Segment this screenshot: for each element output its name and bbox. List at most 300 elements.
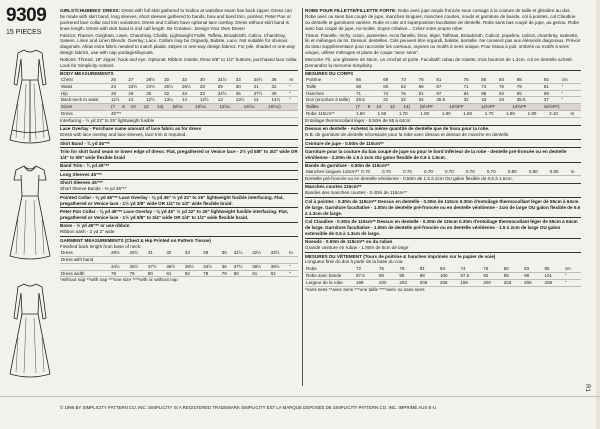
table-cell: 23½ bbox=[127, 83, 145, 90]
table-cell: 24½ bbox=[145, 83, 163, 90]
table-row bbox=[305, 97, 581, 104]
table-cell: Robe 115cm** bbox=[305, 111, 355, 117]
fold-line bbox=[0, 396, 600, 397]
table-cell: 67 bbox=[435, 83, 462, 90]
table-cell: 1.70 bbox=[484, 111, 505, 117]
left-band bbox=[0, 0, 58, 429]
table-cell: 66 bbox=[355, 77, 382, 83]
table-cell: m bbox=[570, 111, 581, 117]
table-cell: 31½ bbox=[233, 250, 251, 256]
table-cell: 0.80 bbox=[507, 169, 528, 175]
table-cell: 71 bbox=[355, 90, 382, 97]
table-cell: " bbox=[288, 263, 298, 270]
french-bandes-manches: Bandes des manches courtes - 0.40m de 115cm** bbox=[305, 190, 408, 196]
english-short-bands: Short Sleeve Bands - ⅜ yd 45"** bbox=[60, 186, 127, 192]
table-cell: 11½ bbox=[110, 97, 127, 104]
table-cell: 29 bbox=[202, 250, 220, 256]
table-cell bbox=[239, 111, 251, 117]
table-cell: 39½ bbox=[184, 263, 202, 270]
table-cell: Robe bbox=[305, 266, 355, 272]
table-cell bbox=[286, 111, 298, 117]
table-cell: 90 bbox=[378, 273, 398, 280]
table-cell: 87.5 bbox=[355, 273, 378, 280]
table-cell: 16½c) bbox=[267, 104, 294, 110]
french-ceinture-ruban: Grande ceinture en ruban - 1.90m de 5cm de large bbox=[305, 245, 409, 251]
table-cell: Dress width bbox=[60, 270, 110, 277]
french-col-claudine: Col Claudine - 0.30m de 115cm** Dessus en dentelle - 0.30m de 115cm 0.30m d'entoilage thermocollant léger de 55cm à 64cm de large. Garniture facultative - 1.00m de dentelle pré-froncée ou en dentelle vénitienne - 1.5 à 2cm de large OU galon extensible de 0.6 à 1.3cm de large. bbox=[305, 217, 581, 236]
table-cell: 76 bbox=[482, 266, 502, 272]
table-cell: 33 bbox=[199, 90, 217, 97]
table-cell: 203 bbox=[398, 279, 418, 286]
table-cell bbox=[165, 257, 183, 264]
table-cell: 95 bbox=[516, 90, 543, 97]
table-cell: Dress with band bbox=[60, 257, 110, 264]
table-cell: cm bbox=[564, 266, 581, 272]
table-row bbox=[60, 263, 298, 270]
table-cell: 203 bbox=[503, 279, 523, 286]
table-cell bbox=[251, 111, 263, 117]
table-cell: 32 bbox=[165, 250, 183, 256]
table-cell: 13¼ bbox=[163, 97, 181, 104]
table-cell: 101 bbox=[543, 273, 563, 280]
table-cell: 34½ bbox=[253, 77, 271, 83]
table-cell: 88 bbox=[516, 77, 543, 83]
table-cell: 88 bbox=[480, 90, 498, 97]
french-manches-longues-row bbox=[305, 169, 581, 176]
table-cell: " bbox=[561, 83, 581, 90]
table-cell: 74 bbox=[480, 83, 498, 90]
table-cell: 206 bbox=[419, 279, 439, 286]
english-lace-note: Dress with lace overlay and lace sleeves, lace trim is required. bbox=[60, 132, 187, 138]
table-cell: 92 bbox=[543, 77, 561, 83]
table-cell: 29.5 bbox=[355, 97, 382, 104]
table-cell: 32½ bbox=[251, 250, 269, 256]
table-cell: 78 bbox=[202, 270, 220, 277]
table-cell: 72 bbox=[355, 266, 378, 272]
english-interfacing: Interfacing - ½ yd 22" to 25" lightweight fusible bbox=[60, 117, 155, 123]
table-cell: 79 bbox=[516, 83, 543, 90]
table-cell: 14 bbox=[181, 97, 199, 104]
english-intro: Dress with full skirt gathered to bodice at waistline seam has back zipper. Dress can be made with skirt band, long sleeves, short sleeves gathered to bands, bow and band trim, pointed, Peter Pan or puckered lace collar and trim variations. Dress and Collars have optional lace overlay. Dress without skirt band is knee length. Dress with skirt band is mid calf length. Be Creative...Design Your Own Dress! bbox=[60, 8, 292, 31]
table-cell bbox=[577, 104, 581, 110]
english-ribbon-sash: Ribbon sash - 2 yd 2" wide bbox=[60, 229, 115, 235]
table-cell: Waist bbox=[60, 83, 110, 90]
table-cell bbox=[270, 257, 288, 264]
table-cell: 13½ bbox=[235, 97, 253, 104]
table-cell: 14) bbox=[156, 104, 172, 110]
table-cell: 80 bbox=[233, 270, 251, 277]
table-row bbox=[305, 83, 581, 90]
table-cell: (8½FF bbox=[419, 104, 449, 110]
table-cell: 12½FF bbox=[480, 104, 511, 110]
table-cell: 80 bbox=[503, 266, 523, 272]
table-cell bbox=[216, 111, 228, 117]
table-cell: " bbox=[288, 270, 298, 277]
table-cell: 32 bbox=[400, 97, 418, 104]
table-cell: 12½c bbox=[218, 104, 242, 110]
table-cell bbox=[294, 104, 298, 110]
table-cell: Dress bbox=[60, 250, 110, 256]
table-cell: 208 bbox=[439, 279, 459, 286]
table-cell bbox=[263, 111, 275, 117]
table-cell: 1.60 bbox=[462, 111, 483, 117]
table-cell: 87 bbox=[435, 90, 462, 97]
table-cell: 81 bbox=[418, 90, 436, 97]
french-garniture-2: Dentelle pré-froncée ou en dentelle vénitienne - 0.50m de 1.5 à 2cm OU galon flexible de 0.6 à 1.5cm. bbox=[305, 175, 513, 181]
table-cell: 30 bbox=[163, 77, 181, 83]
english-column bbox=[60, 8, 298, 388]
table-cell: 26 bbox=[110, 77, 127, 83]
french-col-pointes: Col à pointes - 0.30m de 115cm** Dessus en dentelle - 0.30m de 115cm 0.30m d'entoilage thermocollant léger de 55cm à 64cm de large. Garniture facultative - 1.00m de dentelle pré-froncée ou en dentelle vénitienne - 1cm de large OU galon flexible de 0.6 à 1.3cm de large. bbox=[305, 198, 581, 216]
english-title: GIRLS'/CHUBBIES' DRESS: bbox=[60, 8, 121, 13]
table-cell: 14½FF bbox=[511, 104, 542, 110]
table-cell bbox=[202, 257, 220, 264]
table-cell: 28 bbox=[110, 90, 127, 97]
table-cell bbox=[221, 257, 233, 264]
table-cell: m bbox=[570, 169, 581, 175]
table-cell: 81 bbox=[165, 270, 183, 277]
table-cell: 208 bbox=[543, 279, 563, 286]
table-cell: 81 bbox=[435, 77, 462, 83]
pattern-number: 9309 bbox=[6, 5, 47, 26]
table-cell: 1.80 bbox=[505, 111, 526, 117]
table-cell: 81 bbox=[543, 83, 561, 90]
table-cell: 14½ bbox=[270, 97, 288, 104]
table-cell: 28½ bbox=[110, 250, 128, 256]
french-noeuds: Noeuds - 0.50m de 115cm** ou du ruban bbox=[305, 238, 581, 245]
table-cell: 81 bbox=[251, 270, 269, 277]
table-cell: 39 bbox=[270, 90, 288, 97]
table-cell: 80 bbox=[147, 270, 165, 277]
table-cell: 0.80 bbox=[549, 169, 570, 175]
table-cell: 37½ bbox=[147, 263, 165, 270]
table-cell bbox=[147, 257, 165, 264]
french-dessus-note: N.B. de garniture de dentelle nécessaire pour la robe avec dessus et dessus de manche en dentelle. bbox=[305, 132, 510, 138]
table-cell: 33 bbox=[480, 97, 498, 104]
table-cell: 38½ bbox=[251, 263, 269, 270]
table-cell: 198 bbox=[459, 279, 482, 286]
english-dress-row bbox=[60, 111, 298, 118]
table-cell: 1.60 bbox=[376, 111, 397, 117]
table-cell: 12 bbox=[143, 104, 156, 110]
envelope-edge bbox=[596, 0, 600, 429]
french-tissus: Tissus: Flanelle, Vichy, coton, pontentee, ecos flanelle, linon, léger, Taffetas, Broadcloth, Calicot, popeline, calicot, chambray, satinette, lin et mélanges de lin. Dessus: dentelles. Cols peuvent être organdi, batiste, dentelle. Ne convient pas aux éléments diagonaux. Prévoir du tissu supplémentaire pour raccorder les carreaux, rayures ou motifs à sens unique. Pour tissus à poil, ombrés ou motifs à sens unique, utiliser métrages et plans de coupe "avec sens". bbox=[305, 32, 581, 56]
table-cell: 29½ bbox=[128, 250, 146, 256]
table-cell: 60 bbox=[382, 83, 400, 90]
table-cell: In bbox=[288, 250, 298, 256]
table-row bbox=[60, 111, 298, 117]
table-cell: 8 bbox=[121, 104, 129, 110]
french-manches-courtes: Manches courtes 115cm** bbox=[305, 183, 581, 190]
table-cell: 28 bbox=[199, 83, 217, 90]
english-pointed-collar: Pointed Collar - ⅜ yd 45"** Lace Overlay - ⅜ yd 45" ½ yd 22" to 25" lightweight fusible interfacing. Flat, pregathered or Venice lace - 1½ yd 3/8" wide OR 1/4" to 1/2" wide flexible braid. bbox=[60, 193, 298, 206]
table-row bbox=[305, 111, 581, 117]
side-mark: R1 bbox=[583, 384, 590, 392]
table-cell bbox=[128, 257, 146, 264]
table-cell: " bbox=[561, 97, 581, 104]
table-cell: 35½ bbox=[128, 263, 146, 270]
table-cell: 81 bbox=[419, 266, 439, 272]
table-cell: (7 bbox=[355, 104, 367, 110]
table-cell: 29 bbox=[217, 83, 235, 90]
table-cell: 39½ bbox=[270, 263, 288, 270]
table-cell: 32 bbox=[163, 90, 181, 97]
table-cell: Dos (encolure à taille) bbox=[305, 97, 355, 104]
table-cell: 14½c bbox=[243, 104, 267, 110]
table-cell: 76 bbox=[400, 90, 418, 97]
table-cell: Chest bbox=[60, 77, 110, 83]
table-cell: 84 bbox=[463, 90, 481, 97]
english-peter-pan-collar: Peter Pan Collar - ⅜ yd 45"** Lace Overlay - ⅜ yd 45" ½ yd 22" to 25" lightweight fusible interfacing. Flat, pregathered or Venice lace - 1½ yd 5/8" to 3/4" wide OR 1/4" to 1/2" wide flexible braid. bbox=[60, 207, 298, 220]
table-cell: 30 bbox=[199, 77, 217, 83]
table-cell: (8½c bbox=[172, 104, 194, 110]
table-cell: 23 bbox=[110, 83, 127, 90]
table-cell: 10 bbox=[130, 104, 143, 110]
table-cell: 34½ bbox=[110, 263, 128, 270]
copyright-footer: © 1998 BY SIMPLICITY PATTERN CO. INC. SIMPLICITY IS A REGISTERED TRADEMARK SIMPLICITY EST LA MARQUE DEPOSÉE DE SIMPLICITY PATTERN CO. INC. IMPRIMÉ AUX E-U bbox=[60, 405, 437, 410]
table-cell bbox=[184, 257, 202, 264]
table-cell: 38½ bbox=[165, 263, 183, 270]
french-garniture-1: Garniture pour la couture du bas coupé de jupe ou pour le bord inférieur de la robe - dentelle pré-froncée ou en dentelle vénitienne - 2.20m de 1.5 à 2cm OU galon flexible de 0.6 à 1.5cm. bbox=[305, 147, 581, 160]
table-cell: Sizes bbox=[60, 104, 110, 110]
french-longueur: Longueur finie du dos à partir de la base du cou: bbox=[305, 259, 404, 265]
table-cell: 76 bbox=[418, 77, 436, 83]
table-cell: 92 bbox=[482, 273, 502, 280]
table-cell: Largeur de la robe bbox=[305, 279, 355, 286]
table-cell: 198 bbox=[355, 279, 378, 286]
table-cell: 1.90 bbox=[527, 111, 548, 117]
table-cell: " bbox=[288, 90, 298, 97]
table-cell: 0.70 bbox=[465, 169, 486, 175]
table-cell: 200 bbox=[482, 279, 502, 286]
table-cell: Back-neck to waist bbox=[60, 97, 110, 104]
table-cell: In bbox=[288, 77, 298, 83]
french-nap-note: *sans sens **avec sens ***une taille ****avec ou sans sens bbox=[305, 286, 425, 292]
table-row bbox=[60, 257, 298, 264]
table-cell: 31½ bbox=[217, 77, 235, 83]
piece-count: 15 PIECES bbox=[6, 29, 42, 36]
english-garment-measurements-header: GARMENT MEASUREMENTS (Chest & Hip Printed on Pattern Tissue) bbox=[60, 236, 298, 243]
table-cell: 200 bbox=[378, 279, 398, 286]
french-entoilage: Entoilage thermocollant léger - 0.50m de 55 à 64cm bbox=[305, 117, 411, 123]
table-cell: 84 bbox=[498, 77, 516, 83]
english-bows: Bows - ½ yd 45"** or use ribbon bbox=[60, 222, 298, 229]
table-cell: 10 bbox=[375, 104, 389, 110]
table-cell bbox=[251, 257, 269, 264]
table-cell: 0.70 bbox=[444, 169, 465, 175]
table-cell bbox=[204, 111, 216, 117]
table-cell: 98 bbox=[419, 273, 439, 280]
table-cell: 62 bbox=[400, 83, 418, 90]
table-cell: " bbox=[288, 97, 298, 104]
table-cell: 79 bbox=[398, 266, 418, 272]
table-cell: 12½ bbox=[199, 97, 217, 104]
table-cell: 36 bbox=[270, 77, 288, 83]
table-cell: 14) bbox=[402, 104, 418, 110]
table-cell: (7 bbox=[110, 104, 121, 110]
table-cell: 37½ bbox=[253, 90, 271, 97]
table-cell: 1.60 bbox=[355, 111, 376, 117]
table-cell: 28½ bbox=[145, 77, 163, 83]
table-cell: 74 bbox=[459, 266, 482, 272]
french-garment-measurements-header: MESURES DU VÊTEMENT (Tours de poitrine & hanches imprimés sur le papier de soie) bbox=[305, 252, 581, 259]
french-mercerie: Mercerie: Fil, une glissière de 45cm, un crochet et porte. Facultatif: ruban de rosette, trois boutons de 1.3cm, col en dentelle acheté. Demandez la mercerie Simplicity. bbox=[305, 57, 574, 68]
table-cell: 1.70 bbox=[398, 111, 419, 117]
table-cell bbox=[193, 111, 205, 117]
table-cell: 33 bbox=[235, 77, 253, 83]
table-cell: 58 bbox=[355, 83, 382, 90]
table-cell: 76 bbox=[463, 77, 481, 83]
table-cell: 33 bbox=[184, 250, 202, 256]
table-cell: 34½ bbox=[202, 263, 220, 270]
table-cell: 36 bbox=[235, 90, 253, 97]
table-cell: 79 bbox=[221, 270, 233, 277]
table-cell: 87.5 bbox=[459, 273, 482, 280]
dress-sketch-long-sleeve-icon bbox=[4, 44, 56, 152]
table-cell: 27 bbox=[127, 77, 145, 83]
table-cell: 1.90 bbox=[441, 111, 462, 117]
table-cell: 16½FF) bbox=[543, 104, 577, 110]
table-cell: 33½ bbox=[270, 250, 288, 256]
english-body-measurements-table bbox=[60, 77, 298, 104]
french-bande-garniture: Bande de garniture - 0.50m de 115cm** bbox=[305, 162, 581, 169]
table-row bbox=[60, 97, 298, 104]
sizes-row bbox=[305, 104, 581, 110]
table-cell: 26½ bbox=[181, 83, 199, 90]
table-cell: 30 bbox=[145, 90, 163, 97]
table-cell: 74 bbox=[382, 90, 400, 97]
table-cell: 32 bbox=[270, 83, 288, 90]
french-body-measurements-table bbox=[305, 77, 581, 104]
table-cell: " bbox=[564, 273, 581, 280]
table-cell: 1.80 bbox=[419, 111, 440, 117]
table-cell: 83 bbox=[523, 266, 543, 272]
table-cell: " bbox=[564, 279, 581, 286]
table-row bbox=[305, 169, 581, 175]
table-cell: 10½FF bbox=[448, 104, 479, 110]
english-fabrics: Fabrics: Flannel, Gingham, Lawn, Chambray, Challis, Lightweight Faille, Taffeta, Broadcloth, Calico. Chambray, Sateen. Linen and Linen Blends. Overlay: Lace. Collars may be Organdy, Batiste, Lace. Not suitable for obvious diagonals. Allow extra fabric needed to match plaids, stripes or one-way design fabrics. For pile, shaded or one-way design fabrics, use with nap yardages/layouts. bbox=[60, 32, 295, 56]
table-cell: 82 bbox=[184, 270, 202, 277]
table-cell: 45"** bbox=[110, 111, 181, 117]
table-cell: 0.70 bbox=[402, 169, 423, 175]
french-column bbox=[305, 8, 581, 388]
table-cell: 206 bbox=[523, 279, 543, 286]
table-cell: 84 bbox=[439, 266, 459, 272]
table-cell: 0.70 bbox=[486, 169, 507, 175]
table-cell: 35.5 bbox=[435, 97, 462, 104]
table-cell: 12½ bbox=[145, 97, 163, 104]
table-cell: 0.70 bbox=[423, 169, 444, 175]
table-cell: 13 bbox=[217, 97, 235, 104]
table-cell: 95 bbox=[398, 273, 418, 280]
table-cell: 78 bbox=[110, 270, 128, 277]
table-cell: 31 bbox=[253, 83, 271, 90]
table-cell: Dress bbox=[60, 111, 110, 117]
table-cell: 79 bbox=[128, 270, 146, 277]
table-cell: 82 bbox=[270, 270, 288, 277]
table-cell: 75 bbox=[378, 266, 398, 272]
table-cell: 0.70 bbox=[360, 169, 381, 175]
table-cell bbox=[110, 257, 128, 264]
table-row bbox=[60, 270, 298, 277]
table-cell: 31 bbox=[147, 250, 165, 256]
table-cell: 100 bbox=[439, 273, 459, 280]
english-body-measurements-header: BODY MEASUREMENTS bbox=[60, 70, 298, 77]
table-cell bbox=[228, 111, 240, 117]
table-cell: 65 bbox=[418, 83, 436, 90]
table-cell: " bbox=[561, 90, 581, 97]
table-row bbox=[305, 273, 581, 280]
table-cell: 76 bbox=[498, 83, 516, 90]
sizes-row bbox=[60, 104, 298, 110]
table-row bbox=[305, 279, 581, 286]
table-cell bbox=[233, 257, 251, 264]
table-cell: 2.10 bbox=[548, 111, 569, 117]
french-robe-row bbox=[305, 111, 581, 118]
table-cell: 36 bbox=[221, 263, 233, 270]
table-cell: 34 bbox=[498, 97, 516, 104]
table-cell: 69 bbox=[382, 77, 400, 83]
column-divider bbox=[302, 8, 303, 386]
table-cell: Taille bbox=[305, 83, 355, 90]
table-cell: 10½c bbox=[194, 104, 218, 110]
table-cell: Hip bbox=[60, 90, 110, 97]
table-cell: Robe avec bande bbox=[305, 273, 355, 280]
table-cell: 98 bbox=[523, 273, 543, 280]
english-sizes-row bbox=[60, 104, 298, 111]
dress-sketch-short-sleeve-icon bbox=[4, 160, 56, 268]
table-cell: 30 bbox=[221, 250, 233, 256]
table-cell: Hanches bbox=[305, 90, 355, 97]
english-garment-table bbox=[60, 250, 298, 277]
table-cell: 31 bbox=[382, 97, 400, 104]
table-cell bbox=[60, 263, 110, 270]
french-ceinture: Ceinture de jupe - 0.50m de 115cm** bbox=[305, 139, 581, 146]
table-cell: Poitrine bbox=[305, 77, 355, 83]
table-cell: 80 bbox=[480, 77, 498, 83]
table-cell bbox=[275, 111, 287, 117]
table-cell: 37 bbox=[543, 97, 561, 104]
table-cell: 85 bbox=[543, 266, 563, 272]
table-cell: 0.70 bbox=[381, 169, 402, 175]
table-cell: 34 bbox=[181, 90, 199, 97]
table-cell: 34 bbox=[418, 97, 436, 104]
table-cell: 73 bbox=[400, 77, 418, 83]
table-cell bbox=[181, 111, 193, 117]
table-cell: 95 bbox=[503, 273, 523, 280]
table-cell: 12 bbox=[389, 104, 403, 110]
english-nap-note: *without nap **with nap ***one size ****with or without nap bbox=[60, 277, 178, 283]
table-cell: 0.80 bbox=[528, 169, 549, 175]
table-cell: Tailles bbox=[305, 104, 355, 110]
dress-sketch-lace-icon bbox=[4, 278, 56, 386]
english-short-sleeves: Short Sleeves 45"** bbox=[60, 179, 298, 186]
table-cell: 12 bbox=[127, 97, 145, 104]
english-band-trim: Band Trim - ¾ yd 45"** bbox=[60, 162, 298, 169]
french-sizes-row bbox=[305, 104, 581, 111]
english-skirt-band: Skirt Band - ¾ yd 45"** bbox=[60, 139, 298, 146]
table-cell: 25½ bbox=[163, 83, 181, 90]
table-cell: 8 bbox=[367, 104, 376, 110]
english-trim-skirt-band: Trim for skirt band seam or lower edge of dress: Flat, pregathered or Venice lace - 2½ yd 5/8" to 3/4" wide OR 1/4" to 5/8" wide flexible braid bbox=[60, 149, 298, 160]
french-title: ROBE POUR FILLETTE/FILLETTE FORTE: bbox=[305, 8, 397, 13]
table-cell: " bbox=[288, 83, 298, 90]
english-long-sleeves: Long Sleeves 45"** bbox=[60, 170, 298, 177]
table-row bbox=[60, 83, 298, 90]
english-lace-overlay: Lace Overlay - Purchase same amount of lace fabric as for dress bbox=[60, 125, 298, 132]
table-cell: 29 bbox=[127, 90, 145, 97]
table-cell: 71 bbox=[463, 83, 481, 90]
